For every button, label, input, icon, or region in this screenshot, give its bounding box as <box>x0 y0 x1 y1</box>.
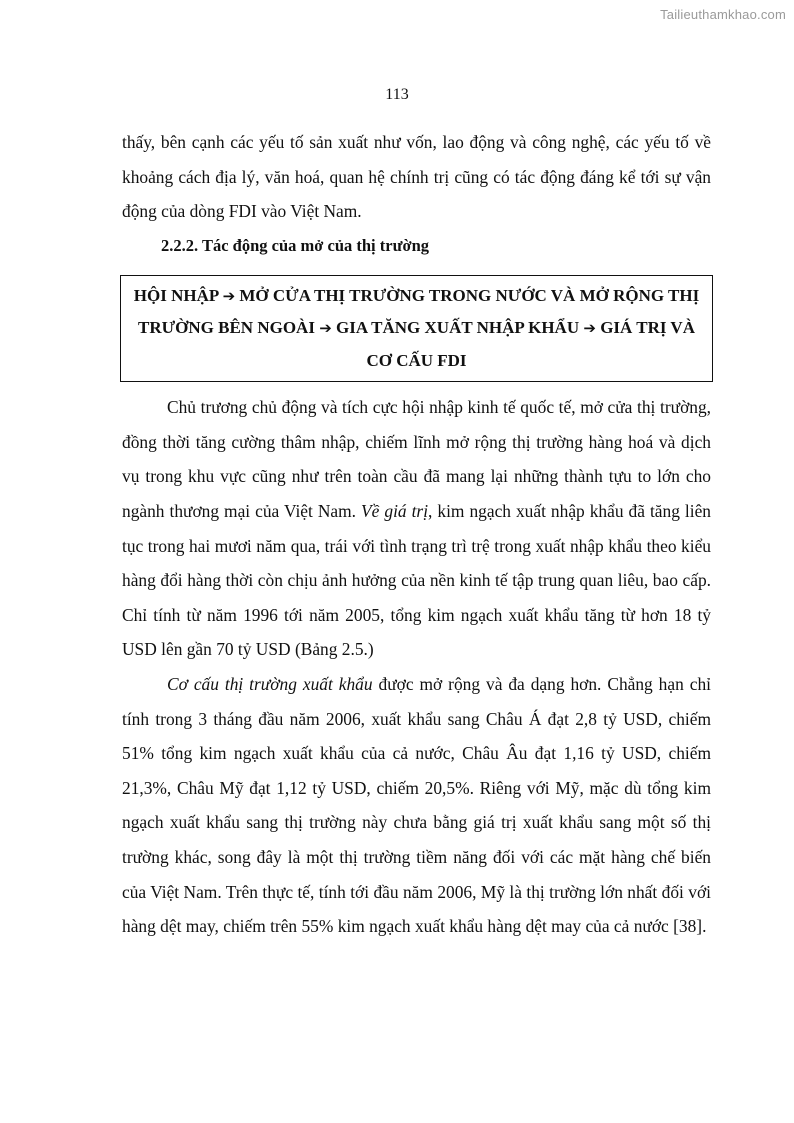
intro-paragraph: thấy, bên cạnh các yếu tố sản xuất như vốn, lao động và công nghệ, các yếu tố về khoảng cách địa lý, văn hoá, quan hệ chính trị cũng có tác động đáng kể tới sự vận động của dòng FDI vào Việt Nam. <box>122 132 711 222</box>
arrow-right-icon: ➔ <box>319 319 332 338</box>
box-part-3: GIA TĂNG XUẤT NHẬP KHẨU <box>336 318 580 338</box>
framed-box <box>120 275 713 383</box>
section-heading: 2.2.2. Tác động của mở của thị trường <box>161 235 430 255</box>
box-part-2: MỞ CỬA THỊ TRƯỜNG TRONG NƯỚC VÀ MỞ RỘNG THỊ TRƯỜNG BÊN NGOÀI <box>138 285 700 338</box>
paragraph-text: , kim ngạch xuất nhập khẩu đã tăng liên tục trong hai mươi năm qua, trái với tình trạng trì trệ trong xuất nhập khẩu theo kiểu hàng đổi hàng thời còn chịu ảnh hưởng của nền kinh tế tập trung quan liêu, bao cấp. Chỉ tính từ năm 1996 tới năm 2005, tổng kim ngạch xuất khẩu tăng từ hơn 18 tỷ USD lên gần 70 tỷ USD (Bảng 2.5.) <box>122 501 711 660</box>
body-paragraph-2 <box>122 390 711 667</box>
paragraph-text: Chủ trương chủ động và tích cực hội nhập kinh tế quốc tế, mở cửa thị trường, đồng thời tăng cường thâm nhập, chiếm lĩnh mở rộng thị trường hàng hoá và dịch vụ trong khu vực cũng như trên toàn cầu đã mang lại những thành tựu to lớn cho ngành thương mại của Việt Nam. <box>122 397 711 522</box>
arrow-right-icon: ➔ <box>222 286 236 305</box>
box-part-1: HỘI NHẬP <box>133 285 219 305</box>
arrow-right-icon: ➔ <box>583 319 596 338</box>
body-paragraph-3 <box>122 667 711 944</box>
italic-phrase: Cơ cấu thị trường xuất khẩu <box>167 674 373 695</box>
watermark: Tailieuthamkhao.com <box>660 7 786 22</box>
box-part-4: GIÁ TRỊ VÀ CƠ CẤU FDI <box>366 318 695 370</box>
page-number: 113 <box>385 86 409 103</box>
page-body <box>122 125 711 944</box>
paragraph-text: được mở rộng và đa dạng hơn. Chẳng hạn chỉ tính trong 3 tháng đầu năm 2006, xuất khẩu sang Châu Á đạt 2,8 tỷ USD, chiếm 51% tổng kim ngạch xuất khẩu của cả nước, Châu Âu đạt 1,16 tỷ USD, chiếm 21,3%, Châu Mỹ đạt 1,12 tỷ USD, chiếm 20,5%. Riêng với Mỹ, mặc dù tổng kim ngạch xuất khẩu sang thị trường này chưa bằng giá trị xuất khẩu sang một số thị trường khác, song đây là một thị trường tiềm năng đối với các mặt hàng chế biến của Việt Nam. Trên thực tế, tính tới đầu năm 2006, Mỹ là thị trường lớn nhất đối với hàng dệt may, chiếm trên 55% kim ngạch xuất khẩu hàng dệt may của cả nước [38]. <box>122 674 711 937</box>
italic-phrase: Về giá trị <box>361 501 429 522</box>
